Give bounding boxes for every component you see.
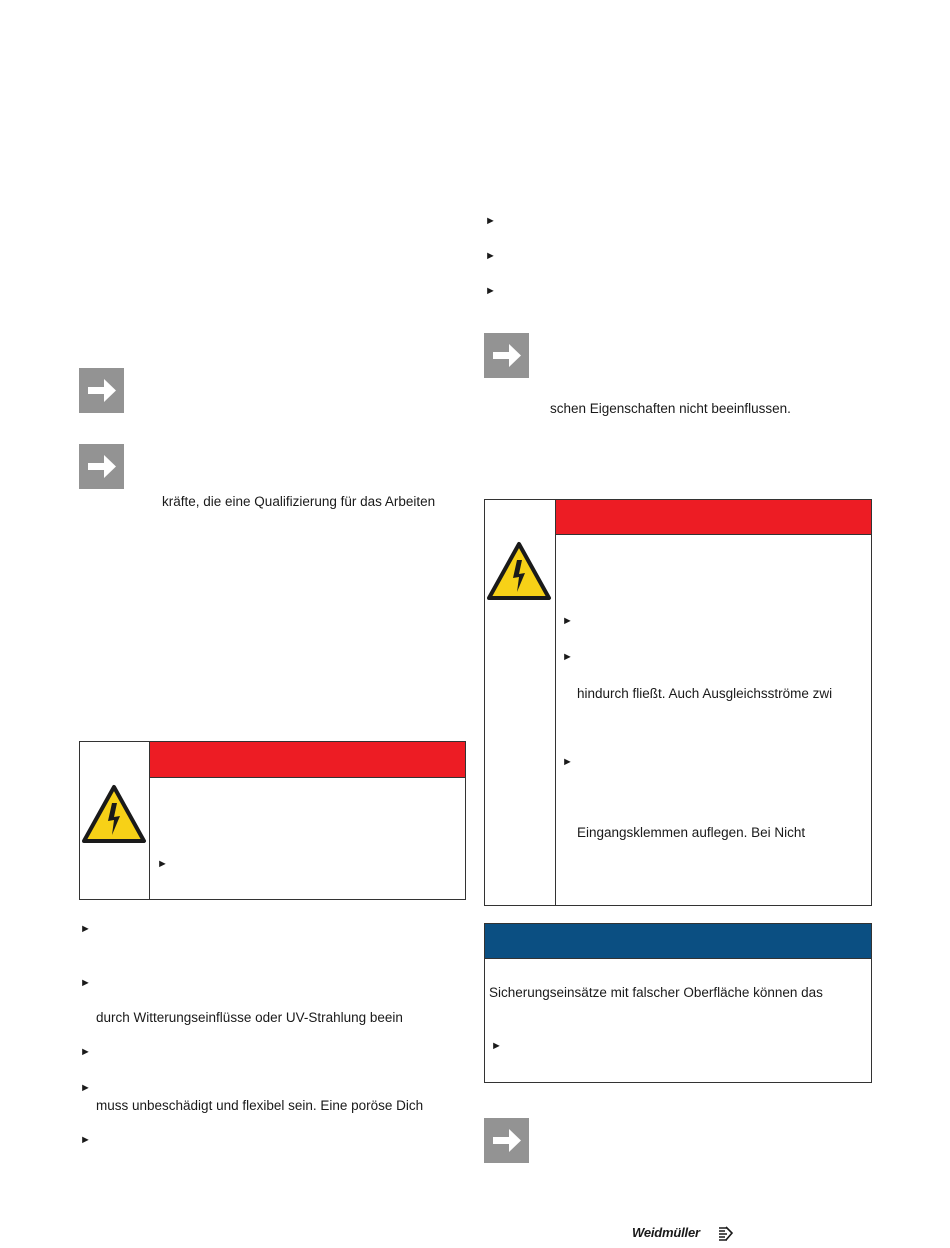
danger-header-bar <box>556 500 871 534</box>
triangle-bullet-icon: ► <box>80 977 91 989</box>
notice-box-rule <box>485 958 871 959</box>
notice-box-text: Sicherungseinsätze mit falscher Oberfläche können das <box>489 985 823 1000</box>
triangle-bullet-icon: ► <box>80 1134 91 1146</box>
triangle-bullet-icon: ► <box>157 858 168 870</box>
arrow-right-note-icon <box>79 368 124 413</box>
warning-box-divider <box>555 499 556 906</box>
triangle-bullet-icon: ► <box>80 923 91 935</box>
triangle-bullet-icon: ► <box>80 1046 91 1058</box>
danger-box-text: Eingangsklemmen auflegen. Bei Nicht <box>577 825 806 840</box>
note-text: schen Eigenschaften nicht beeinflussen. <box>550 401 791 416</box>
triangle-bullet-icon: ► <box>80 1082 91 1094</box>
electric-hazard-warning-icon <box>486 541 552 601</box>
weidmueller-logo-mark <box>718 1226 734 1241</box>
note-text: kräfte, die eine Qualifizierung für das Arbeiten <box>162 494 436 509</box>
bullet-text: muss unbeschädigt und flexibel sein. Eine poröse Dich <box>96 1098 424 1113</box>
warning-box-rule <box>556 534 871 535</box>
electric-hazard-warning-icon <box>81 784 147 844</box>
triangle-bullet-icon: ► <box>485 250 496 262</box>
arrow-right-note-icon <box>79 444 124 489</box>
triangle-bullet-icon: ► <box>485 285 496 297</box>
triangle-bullet-icon: ► <box>562 756 573 768</box>
triangle-bullet-icon: ► <box>485 215 496 227</box>
danger-box-text: hindurch fließt. Auch Ausgleichsströme zwi <box>577 686 833 701</box>
warning-box-rule <box>150 777 465 778</box>
arrow-right-note-icon <box>484 1118 529 1163</box>
arrow-right-note-icon <box>484 333 529 378</box>
danger-header-bar <box>150 742 465 777</box>
bullet-text: durch Witterungseinflüsse oder UV-Strahlung beein <box>96 1010 403 1025</box>
weidmueller-logo <box>632 1225 700 1243</box>
notice-header-bar <box>485 924 871 958</box>
logo-text: Weidmüller <box>632 1225 700 1240</box>
triangle-bullet-icon: ► <box>491 1040 502 1052</box>
triangle-bullet-icon: ► <box>562 615 573 627</box>
triangle-bullet-icon: ► <box>562 651 573 663</box>
